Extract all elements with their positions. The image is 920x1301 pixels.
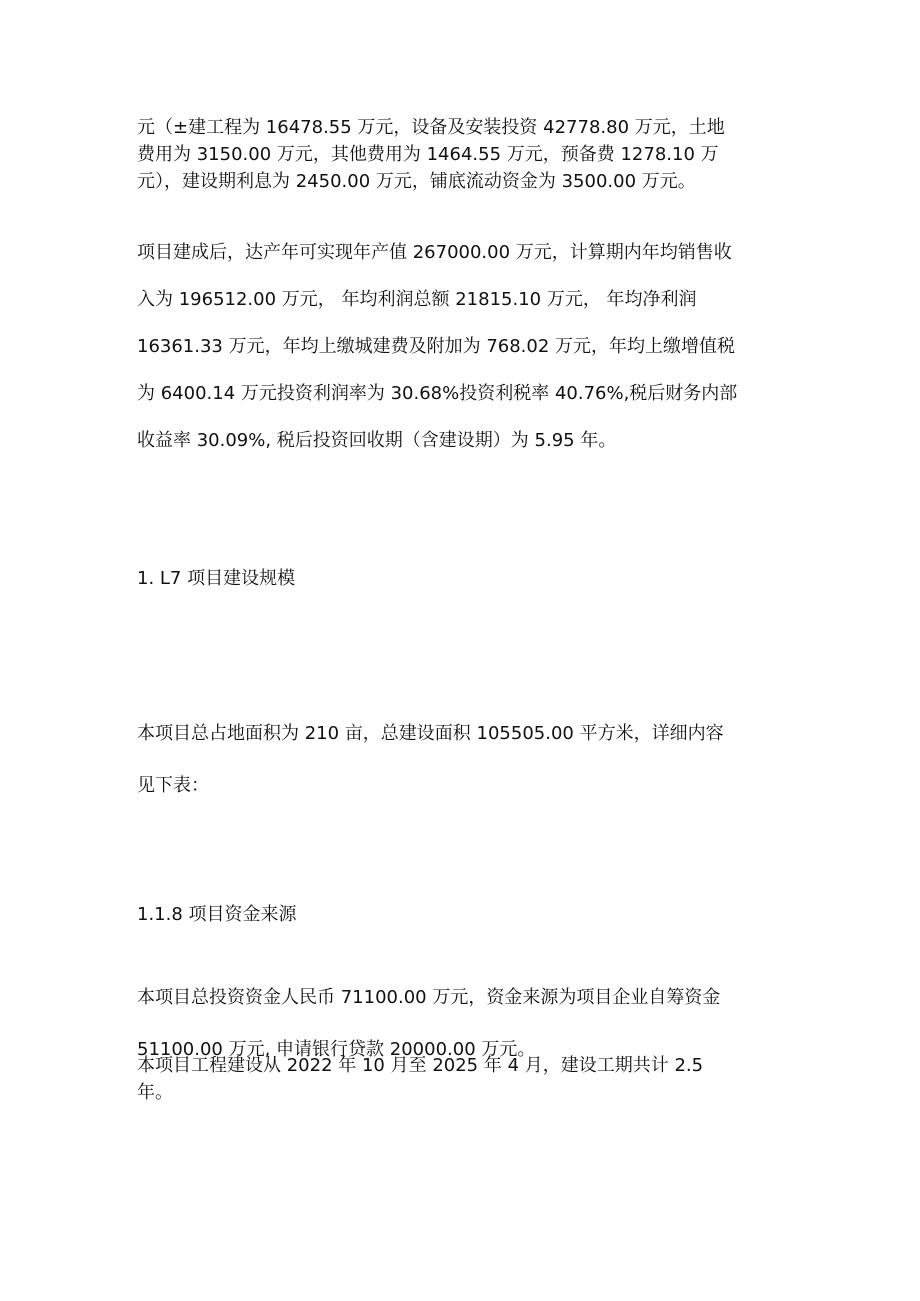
text-line: 年。 bbox=[137, 1082, 173, 1103]
text-line: 本项目总投资资金人民币 71100.00 万元，资金来源为项目企业自筹资金 bbox=[137, 987, 721, 1008]
text-line: 费用为 3150.00 万元，其他费用为 1464.55 万元，预备费 1278.10 万 bbox=[137, 144, 719, 165]
text-line: 16361.33 万元，年均上缴城建费及附加为 768.02 万元，年均上缴增值税 bbox=[137, 336, 736, 357]
section-heading-funding-source: 1.1.8 项目资金来源 bbox=[137, 904, 297, 925]
text-line: 元（±建工程为 16478.55 万元，设备及安装投资 42778.80 万元，土地 bbox=[137, 117, 725, 138]
text-line: 见下表： bbox=[137, 775, 209, 796]
text-line: 本项目工程建设从 2022 年 10 月至 2025 年 4 月，建设工期共计 2.5 bbox=[137, 1055, 704, 1076]
construction-scale-paragraph bbox=[137, 708, 787, 812]
financial-indicators-paragraph bbox=[137, 229, 787, 464]
construction-schedule-paragraph bbox=[137, 1052, 787, 1106]
section-heading-construction-scale: 1. L7 项目建设规模 bbox=[137, 568, 296, 589]
investment-breakdown-paragraph bbox=[137, 114, 787, 195]
text-line: 项目建成后，达产年可实现年产值 267000.00 万元，计算期内年均销售收 bbox=[137, 242, 732, 263]
text-line: 收益率 30.09%, 税后投资回收期（含建设期）为 5.95 年。 bbox=[137, 430, 617, 451]
text-line: 元），建设期利息为 2450.00 万元，铺底流动资金为 3500.00 万元。 bbox=[137, 171, 696, 192]
text-line: 本项目总占地面积为 210 亩，总建设面积 105505.00 平方米，详细内容 bbox=[137, 723, 724, 744]
text-line: 51100.00 万元, 申请银行贷款 20000.00 万元。 bbox=[137, 1039, 536, 1060]
text-line: 为 6400.14 万元投资利润率为 30.68%投资利税率 40.76%,税后财务内部 bbox=[137, 383, 738, 404]
text-line: 入为 196512.00 万元， 年均利润总额 21815.10 万元， 年均净利润 bbox=[137, 289, 697, 310]
